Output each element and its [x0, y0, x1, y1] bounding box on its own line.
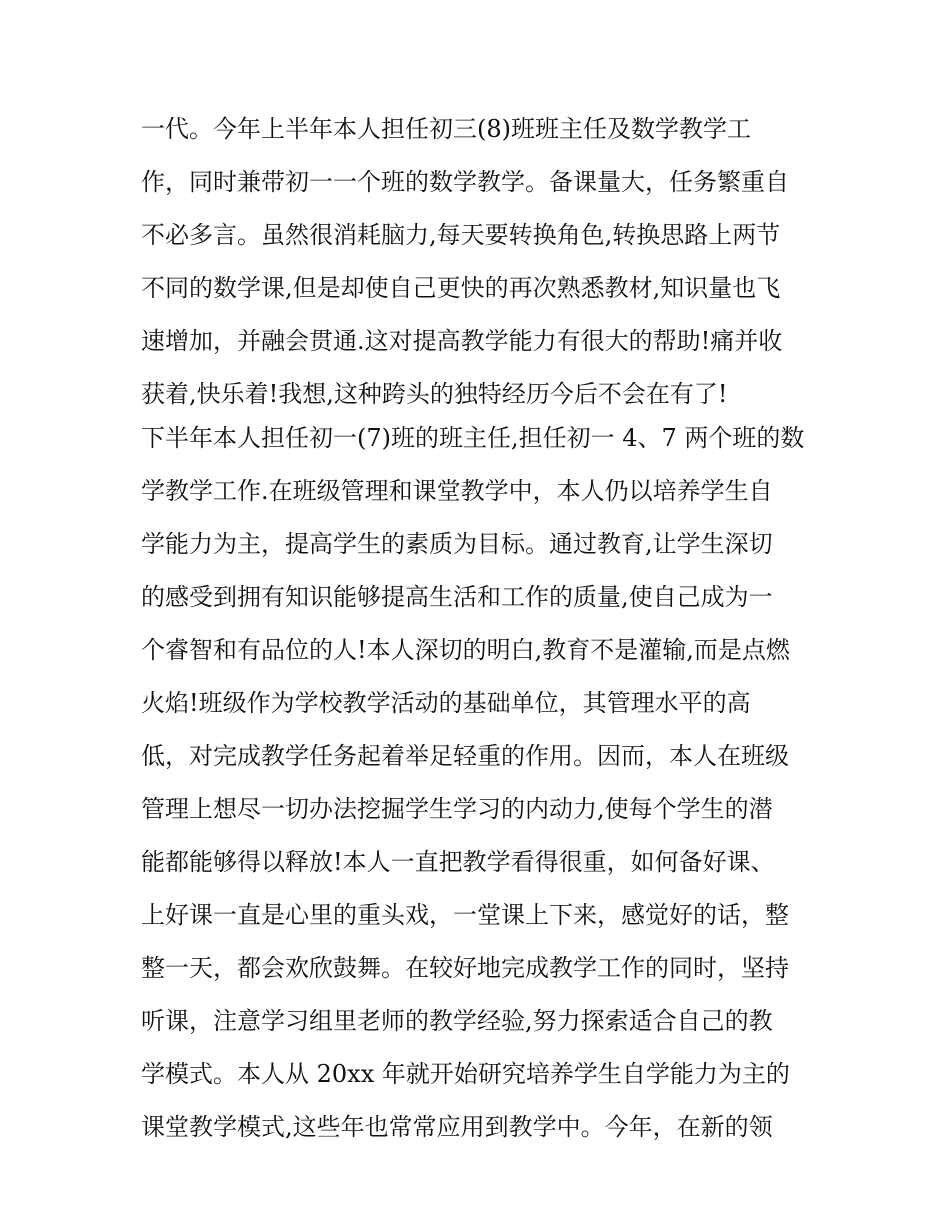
text-line-3: 不必多言。虽然很消耗脑力,每天要转换角色,转换思路上两节: [141, 221, 781, 249]
text-line-14: 管理上想尽一切办法挖掘学生学习的内动力,使每个学生的潜: [141, 795, 773, 823]
text-line-1: 一代。今年上半年本人担任初三(8)班班主任及数学教学工: [141, 115, 751, 143]
text-line-10: 的感受到拥有知识能够提高生活和工作的质量,使自己成为一: [141, 583, 773, 611]
text-line-2: 作，同时兼带初一一个班的数学教学。备课量大，任务繁重自: [141, 168, 789, 196]
text-line-8: 学教学工作.在班级管理和课堂教学中，本人仍以培养学生自: [141, 477, 773, 505]
text-line-4: 不同的数学课,但是却使自己更快的再次熟悉教材,知识量也飞: [141, 274, 781, 302]
text-line-11: 个睿智和有品位的人!本人深切的明白,教育不是灌输,而是点燃: [141, 636, 790, 664]
text-line-17: 整一天，都会欢欣鼓舞。在较好地完成教学工作的同时，坚持: [141, 954, 789, 982]
text-line-6: 获着,快乐着!我想,这种跨头的独特经历今后不会在有了!: [141, 380, 728, 408]
text-line-16: 上好课一直是心里的重头戏，一堂课上下来，感觉好的话，整: [141, 901, 789, 929]
text-line-20: 课堂教学模式,这些年也常常应用到教学中。今年，在新的领: [141, 1113, 773, 1141]
text-line-18: 听课，注意学习组里老师的教学经验,努力探索适合自己的教: [141, 1007, 773, 1035]
text-line-19: 学模式。本人从 20xx 年就开始研究培养学生自学能力为主的: [141, 1060, 790, 1088]
text-line-13: 低，对完成教学任务起着举足轻重的作用。因而，本人在班级: [141, 742, 789, 770]
text-line-7: 下半年本人担任初一(7)班的班主任,担任初一 4、7 两个班的数: [141, 424, 805, 452]
text-line-5: 速增加，并融会贯通.这对提高教学能力有很大的帮助!痛并收: [141, 327, 783, 355]
body-text: [141, 109, 821, 1160]
text-line-12: 火焰!班级作为学校教学活动的基础单位，其管理水平的高: [141, 689, 751, 717]
text-line-9: 学能力为主，提高学生的素质为目标。通过教育,让学生深切: [141, 530, 773, 558]
text-line-15: 能都能够得以释放!本人一直把教学看得很重，如何备好课、: [141, 848, 775, 876]
